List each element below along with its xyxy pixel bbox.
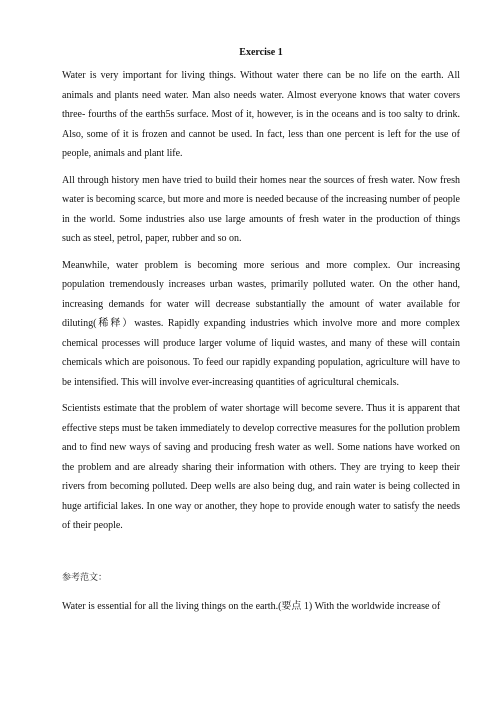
document-content — [62, 46, 460, 617]
sample-essay-first-line: Water is essential for all the living things on the earth.(要点 1) With the worldwide increase of — [62, 601, 441, 612]
paragraph-2: All through history men have tried to build their homes near the sources of fresh water. Now fresh water is becoming scarce, but more and more is needed because of the increasing number of people in the world. Some industries also use large amounts of fresh water in the production of things such as steel, petrol, paper, rubber and so on. — [62, 174, 460, 244]
exercise-title: Exercise 1 — [239, 47, 283, 58]
paragraph-1: Water is very important for living things. Without water there can be no life on the earth. All animals and plants need water. Man also needs water. Almost everyone knows that water covers three- fourths of the earth5s surface. Most of it, however, is in the oceans and is too salty to drink. Also, some of it is frozen and cannot be used. In fact, less than one percent is left for the use of people, animals and plant life. — [62, 70, 460, 159]
paragraph-3: Meanwhile, water problem is becoming more serious and more complex. Our increasing population tremendously increases urban wastes, primarily polluted water. On the other hand, increasing demands for water will decrease substantially the amount of water available for diluting(稀释）wastes. Rapidly expanding industries which involve more and more complex chemical processes will produce larger volume of liquid wastes, and many of these will contain chemicals which are poisonous. To feed our rapidly expanding population, agriculture will have to be intensified. This will involve ever-increasing quantities of agricultural chemicals. — [62, 259, 460, 388]
sample-essay-label: 参考范文： — [62, 572, 108, 583]
paragraph-4: Scientists estimate that the problem of water shortage will become severe. Thus it is apparent that effective steps must be taken immediately to develop corrective measures for the pollution problem and to find new ways of saving and producing fresh water as well. Some nations have worked on the problem and are already sharing their information with others. They are trying to keep their rivers from becoming polluted. Deep wells are also being dug, and rain water is being collected in huge artificial lakes. In one way or another, they hope to provide enough water to satisfy the needs of their people. — [62, 403, 460, 531]
